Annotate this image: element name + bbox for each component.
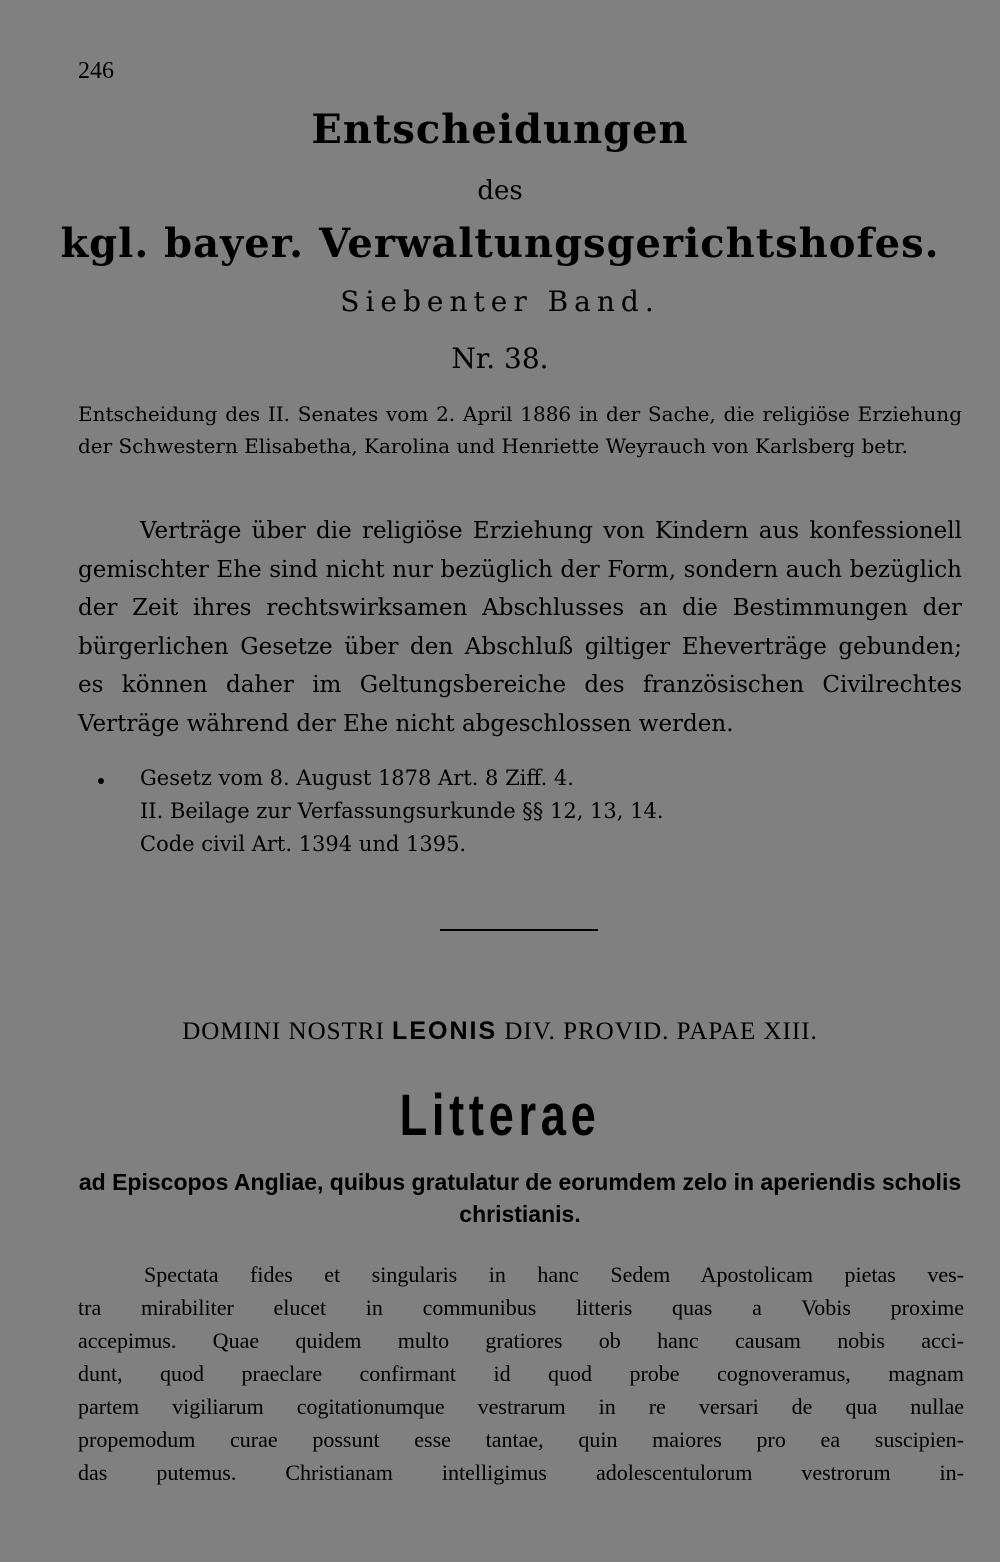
body-line: dunt, quod praeclare confirmant id quod probe cognoveramus, magnam <box>78 1361 964 1386</box>
page-number: 246 <box>78 58 114 84</box>
reference-line: Gesetz vom 8. August 1878 Art. 8 Ziff. 4. <box>140 766 574 790</box>
papal-heading <box>0 1017 1000 1046</box>
letter-subtitle: ad Episcopos Angliae, quibus gratulatur de eorumdem zelo in aperiendis scholis christianis. <box>78 1169 962 1227</box>
margin-dot-mark <box>98 778 104 784</box>
publication-court-name: kgl. bayer. Verwaltungsgerichtshofes. <box>60 220 940 267</box>
body-line: accepimus. Quae quidem multo gratiores ob hanc causam nobis acci- <box>78 1328 964 1353</box>
case-summary: Entscheidung des II. Senates vom 2. April 1886 in der Sache, die religiöse Erziehung der Schwestern Elisabetha, Karolina und Henriette Weyrauch von Karlsberg betr. <box>78 402 962 458</box>
body-line: Spectata fides et singularis in hanc Sedem Apostolicam pietas ves- <box>144 1262 964 1287</box>
section-divider <box>440 929 598 931</box>
headnote: Verträge über die religiöse Erziehung von Kindern aus konfessionell gemischter Ehe sind nicht nur bezüglich der Form, sondern auch bezüglich der Zeit ihres rechtswirksamen Abschlusses an die Bestimmungen der bürgerlichen Gesetze über den Abschluß giltiger Eheverträge gebunden; es können daher im Geltungsbereiche des französischen Civilrechtes Verträge während der Ehe nicht abgeschlossen werden. <box>78 518 962 737</box>
body-line: partem vigiliarum cogitationumque vestrarum in re versari de qua nullae <box>78 1394 964 1419</box>
body-line: das putemus. Christianam intelligimus adolescentulorum vestrorum in- <box>78 1460 964 1485</box>
letter-title: Litterae <box>399 1083 601 1148</box>
papal-heading-suffix: DIV. PROVID. PAPAE XIII. <box>497 1018 818 1045</box>
legal-references <box>140 762 664 861</box>
papal-heading-name: LEONIS <box>392 1017 498 1045</box>
papal-heading-prefix: DOMINI NOSTRI <box>182 1018 393 1045</box>
reference-line: Code civil Art. 1394 und 1395. <box>140 832 467 856</box>
volume-label: Siebenter Band. <box>340 285 660 318</box>
letter-body <box>78 1258 964 1489</box>
body-line: propemodum curae possunt esse tantae, quin maiores pro ea suscipien- <box>78 1427 964 1452</box>
reference-line: II. Beilage zur Verfassungsurkunde §§ 12, 13, 14. <box>140 799 664 823</box>
publication-title-des: des <box>477 176 523 206</box>
case-number: Nr. 38. <box>451 342 549 375</box>
publication-title: Entscheidungen <box>311 106 689 153</box>
body-line: tra mirabiliter elucet in communibus litteris quas a Vobis proxime <box>78 1295 964 1320</box>
